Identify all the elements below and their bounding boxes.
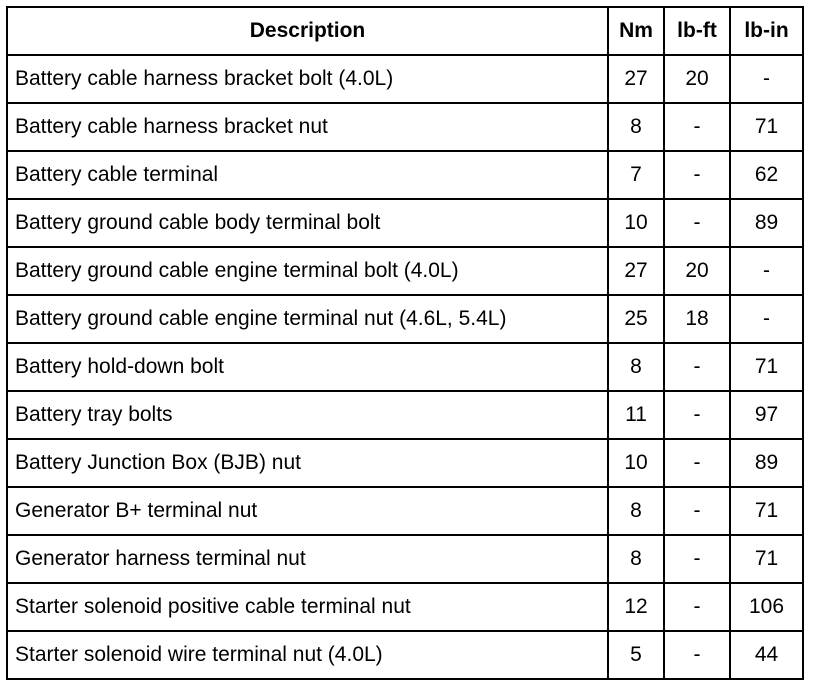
cell-lb-ft: - (664, 631, 730, 679)
cell-lb-in: 44 (730, 631, 803, 679)
torque-spec-table (6, 6, 804, 680)
table-row (7, 631, 803, 679)
cell-nm: 7 (608, 151, 664, 199)
table-row (7, 151, 803, 199)
header-description: Description (7, 7, 608, 55)
cell-lb-ft: - (664, 439, 730, 487)
cell-lb-ft: - (664, 199, 730, 247)
table-row (7, 583, 803, 631)
table-row (7, 535, 803, 583)
cell-description: Battery tray bolts (7, 391, 608, 439)
cell-lb-ft: - (664, 103, 730, 151)
cell-description: Battery ground cable engine terminal bolt (4.0L) (7, 247, 608, 295)
cell-lb-ft: 20 (664, 247, 730, 295)
cell-nm: 27 (608, 247, 664, 295)
cell-nm: 10 (608, 199, 664, 247)
cell-lb-ft: - (664, 487, 730, 535)
cell-nm: 8 (608, 487, 664, 535)
cell-lb-ft: 18 (664, 295, 730, 343)
table-body (7, 55, 803, 679)
cell-description: Battery ground cable engine terminal nut (4.6L, 5.4L) (7, 295, 608, 343)
cell-nm: 11 (608, 391, 664, 439)
cell-lb-ft: - (664, 343, 730, 391)
cell-description: Battery cable harness bracket nut (7, 103, 608, 151)
cell-lb-ft: - (664, 391, 730, 439)
cell-description: Generator B+ terminal nut (7, 487, 608, 535)
cell-description: Battery cable terminal (7, 151, 608, 199)
table-row (7, 295, 803, 343)
cell-nm: 25 (608, 295, 664, 343)
cell-nm: 8 (608, 535, 664, 583)
table-row (7, 391, 803, 439)
cell-nm: 8 (608, 103, 664, 151)
cell-lb-ft: - (664, 583, 730, 631)
cell-lb-in: 62 (730, 151, 803, 199)
cell-lb-in: 97 (730, 391, 803, 439)
cell-lb-ft: - (664, 151, 730, 199)
cell-lb-in: 89 (730, 439, 803, 487)
cell-lb-ft: 20 (664, 55, 730, 103)
cell-description: Starter solenoid wire terminal nut (4.0L) (7, 631, 608, 679)
cell-lb-in: 71 (730, 343, 803, 391)
table-row (7, 343, 803, 391)
cell-lb-in: 89 (730, 199, 803, 247)
header-nm: Nm (608, 7, 664, 55)
cell-lb-in: - (730, 295, 803, 343)
cell-lb-in: - (730, 247, 803, 295)
table-row (7, 247, 803, 295)
header-lb-in: lb-in (730, 7, 803, 55)
cell-description: Starter solenoid positive cable terminal nut (7, 583, 608, 631)
cell-lb-in: - (730, 55, 803, 103)
cell-lb-in: 71 (730, 103, 803, 151)
cell-lb-in: 71 (730, 535, 803, 583)
header-lb-ft: lb-ft (664, 7, 730, 55)
table-row (7, 103, 803, 151)
table-row (7, 199, 803, 247)
table-header (7, 7, 803, 55)
cell-lb-ft: - (664, 535, 730, 583)
cell-nm: 27 (608, 55, 664, 103)
cell-nm: 5 (608, 631, 664, 679)
table-row (7, 487, 803, 535)
cell-description: Battery ground cable body terminal bolt (7, 199, 608, 247)
cell-nm: 12 (608, 583, 664, 631)
cell-lb-in: 71 (730, 487, 803, 535)
cell-description: Battery Junction Box (BJB) nut (7, 439, 608, 487)
table-row (7, 439, 803, 487)
cell-description: Generator harness terminal nut (7, 535, 608, 583)
cell-description: Battery cable harness bracket bolt (4.0L) (7, 55, 608, 103)
cell-nm: 8 (608, 343, 664, 391)
cell-description: Battery hold-down bolt (7, 343, 608, 391)
header-row (7, 7, 803, 55)
table-row (7, 55, 803, 103)
cell-nm: 10 (608, 439, 664, 487)
cell-lb-in: 106 (730, 583, 803, 631)
